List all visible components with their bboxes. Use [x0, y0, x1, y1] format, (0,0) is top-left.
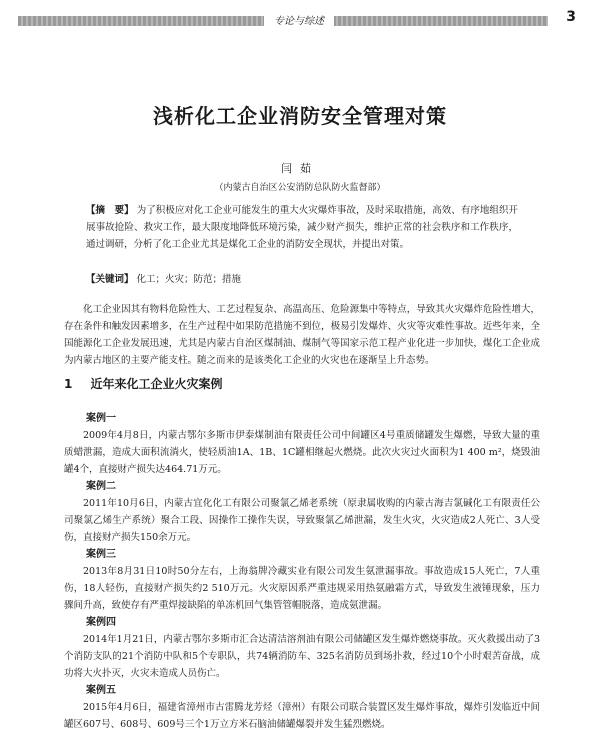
abstract-label: 【摘 要】	[86, 205, 134, 216]
section-title: 近年来化工企业火灾案例	[90, 377, 223, 391]
case-text: 2011年10月6日，内蒙古宜化化工有限公司聚氯乙烯老系统（原隶属收购的内蒙古海吉氯碱化工有限责任公司聚氯乙烯生产系统）聚合工段、因操作工操作失误，导致聚氯乙烯泄漏，发生火灾，火灾造成2人死亡、3人受伤，直接财产损失150余万元。	[64, 498, 540, 543]
case-text: 2015年4月6日，福建省漳州市古雷腾龙芳烃（漳州）有限公司联合装置区发生爆炸事故，爆炸引发临近中间罐区607号、608号、609号三个1万立方米石脑油储罐爆裂并发生猛烈燃烧。	[64, 702, 540, 730]
case-item	[64, 682, 540, 733]
case-list	[64, 410, 540, 733]
header-section-label: 专论与综述	[264, 12, 334, 27]
case-title: 案例二	[86, 481, 116, 492]
case-item	[64, 478, 540, 546]
author-name: 闫茹	[281, 162, 319, 175]
abstract-text: 为了积极应对化工企业可能发生的重大火灾爆炸事故，及时采取措施，高效、有序地组织开展事故抢险、救灾工作，最大限度地降低环境污染，减少财产损失，维护正常的社会秩序和工作秩序，通过调研，分析了化工企业尤其是煤化工企业的消防安全现状，并提出对策。	[86, 205, 518, 250]
article-title: 浅析化工企业消防安全管理对策	[153, 104, 447, 128]
case-text: 2014年1月21日，内蒙古鄂尔多斯市汇合达清洁溶剂油有限公司储罐区发生爆炸燃烧事故。灭火救援出动了3个消防支队的21个消防中队和5个专职队，共74辆消防车、325名消防员到场扑救，经过10个小时艰苦奋战，成功将大火扑灭，火灾未造成人员伤亡。	[64, 634, 540, 679]
case-text: 2013年8月31日10时50分左右，上海翁牌冷藏实业有限公司发生氨泄漏事故。事故造成15人死亡，7人重伤，18人轻伤，直接财产损失约2 510万元。火灾原因系严重违规采用热氨融霜方式，导致发生液锤现象，压力骤间升高，致使存有严重焊接缺陷的单冻机回气集管管帽脱落，造成氨泄漏。	[64, 566, 540, 611]
case-item	[64, 546, 540, 614]
case-text: 2009年4月8日，内蒙古鄂尔多斯市伊泰煤制油有限责任公司中间罐区4号重质储罐发生爆燃，导致大量的重质蜡泄漏，造成大面积流淌火，使轻质油1A、1B、1C罐相继起火燃烧。此次火灾过火面积为1 400 m²，烧毁油罐4个，直接财产损失达464.71万元。	[64, 430, 540, 475]
keywords-label: 【关键词】	[86, 274, 134, 285]
running-header	[18, 10, 582, 36]
case-title: 案例四	[86, 617, 116, 628]
keywords-text: 化工；火灾；防范；措施	[136, 274, 242, 285]
keywords	[86, 272, 518, 288]
abstract	[86, 202, 518, 253]
case-item	[64, 410, 540, 478]
intro-paragraph: 化工企业因其有物料危险性大、工艺过程复杂、高温高压、危险源集中等特点，导致其火灾爆炸危险性增大，存在条件和触发因素增多，在生产过程中如果防范措施不到位，极易引发爆炸、火灾等灾难性事故。近些年来，全国能源化工企业发展迅速，尤其是内蒙古自治区煤制油、煤制气等国家示范工程产业化进一步加快，煤化工企业成为内蒙古地区的主要产能支柱。随之而来的是该类化工企业的火灾也在逐渐呈上升态势。	[64, 304, 540, 366]
page-number: 3	[566, 9, 576, 25]
section-number: 1	[64, 377, 73, 391]
case-title: 案例一	[86, 413, 116, 424]
case-item	[64, 614, 540, 682]
case-title: 案例三	[86, 549, 116, 560]
case-title: 案例五	[86, 685, 116, 696]
section-heading	[64, 375, 223, 392]
author-affiliation: （内蒙古自治区公安消防总队防火监督部）	[214, 183, 386, 193]
